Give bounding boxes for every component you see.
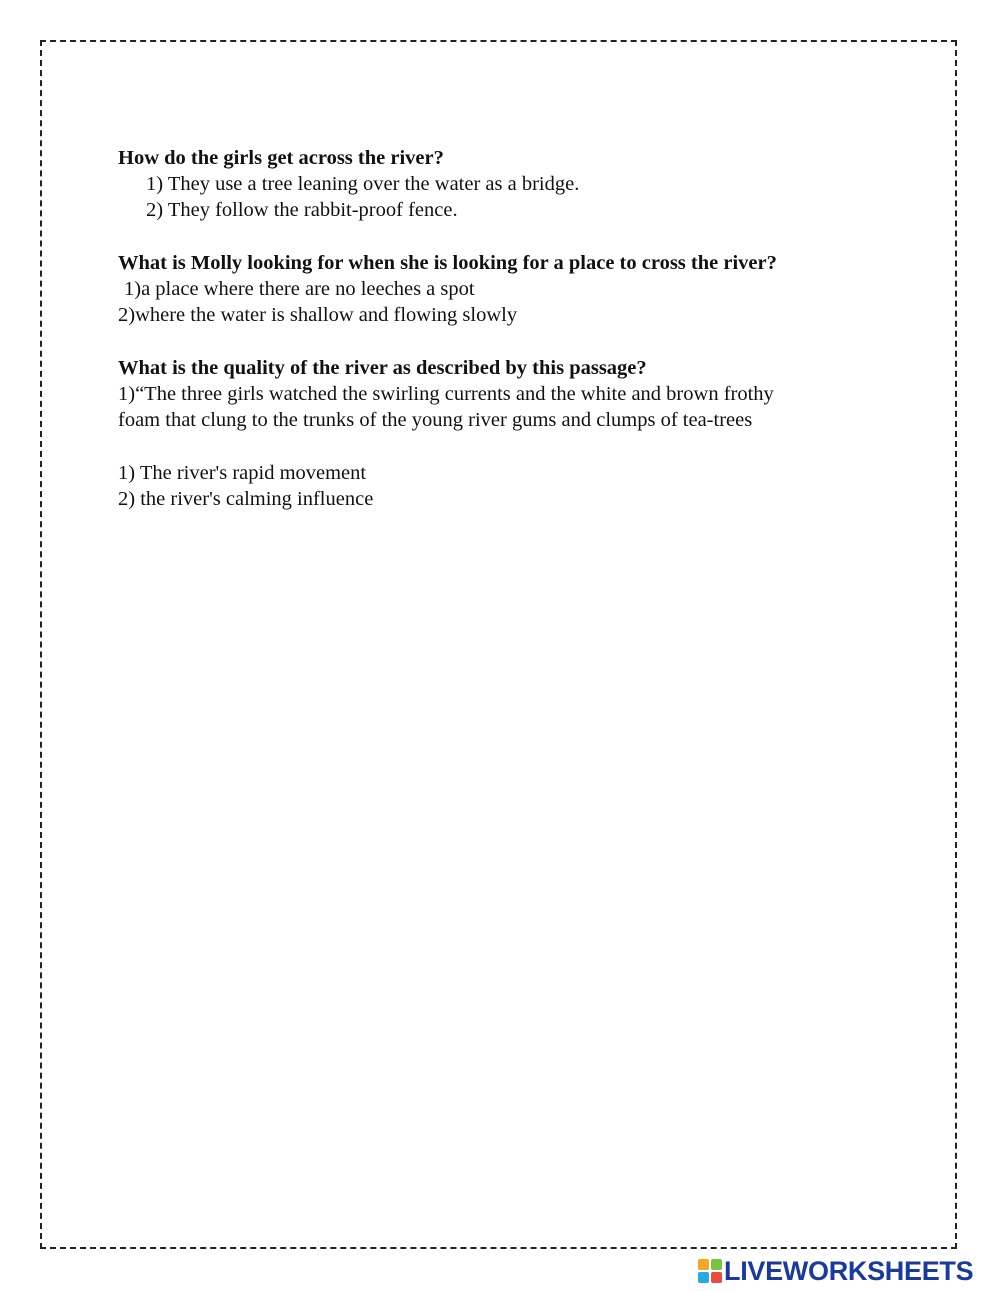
passage-line: 1)“The three girls watched the swirling currents and the white and brown frothy bbox=[118, 383, 774, 405]
brand-text: LIVEWORKSHEETS bbox=[724, 1255, 974, 1286]
option[interactable]: 1) The river's rapid movement bbox=[118, 462, 367, 484]
option[interactable]: 2) They follow the rabbit-proof fence. bbox=[146, 199, 458, 221]
brand-watermark bbox=[698, 1256, 973, 1286]
option[interactable]: 2)where the water is shallow and flowing slowly bbox=[118, 304, 518, 326]
liveworksheets-logo-icon bbox=[698, 1259, 722, 1283]
option[interactable]: 2) the river's calming influence bbox=[118, 488, 374, 510]
question-1-prompt: How do the girls get across the river? bbox=[118, 147, 444, 169]
question-3-prompt: What is the quality of the river as described by this passage? bbox=[118, 357, 647, 379]
question-1 bbox=[118, 145, 918, 223]
question-2 bbox=[118, 250, 918, 328]
question-1-options bbox=[118, 171, 918, 223]
passage-line: foam that clung to the trunks of the young river gums and clumps of tea-trees bbox=[118, 409, 753, 431]
question-3 bbox=[118, 355, 918, 512]
question-2-prompt: What is Molly looking for when she is looking for a place to cross the river? bbox=[118, 252, 777, 274]
option[interactable]: 1) They use a tree leaning over the water as a bridge. bbox=[146, 173, 580, 195]
worksheet-content bbox=[118, 145, 918, 512]
option[interactable]: 1)a place where there are no leeches a spot bbox=[124, 278, 475, 300]
